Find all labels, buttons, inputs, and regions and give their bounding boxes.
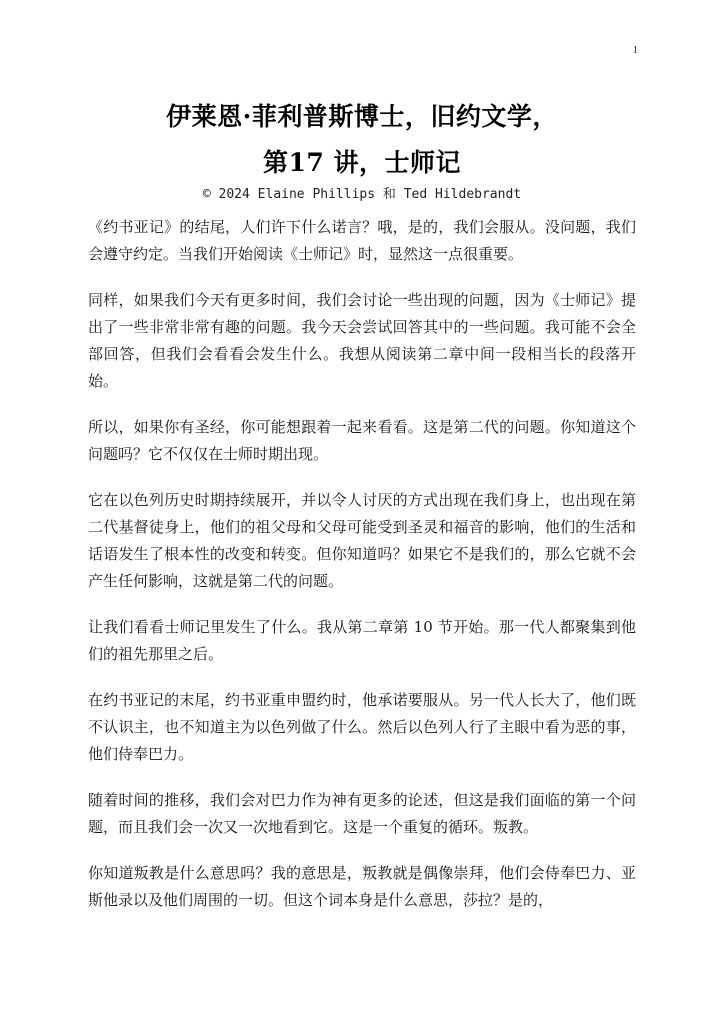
paragraph-2: 同样，如果我们今天有更多时间，我们会讨论一些出现的问题，因为《士师记》提出了一些非常非常有趣的问题。我今天会尝试回答其中的一些问题。我可能不会全部回答，但我们会看看会发生什么。我想从阅读第二章中间一段相当长的段落开始。 [88, 291, 636, 390]
document-title-line-2: 第17 讲，士师记 [263, 148, 461, 177]
copyright-notice: © 2024 Elaine Phillips 和 Ted Hildebrandt [202, 187, 522, 202]
paragraph-8: 你知道叛教是什么意思吗？我的意思是，叛教就是偶像崇拜，他们会侍奉巴力、亚斯他录以及他们周围的一切。但这个词本身是什么意思，莎拉？是的， [88, 864, 636, 909]
document-title-line-1: 伊莱恩·菲利普斯博士，旧约文学， [166, 102, 558, 131]
page-number: 1 [632, 44, 638, 56]
paragraph-1: 《约书亚记》的结尾，人们许下什么诺言？哦，是的，我们会服从。没问题，我们会遵守约定。当我们开始阅读《士师记》时，显然这一点很重要。 [88, 218, 636, 263]
paragraph-5: 让我们看看士师记里发生了什么。我从第二章第 10 节开始。那一代人都聚集到他们的祖先那里之后。 [88, 618, 636, 663]
paragraph-3: 所以，如果你有圣经，你可能想跟着一起来看看。这是第二代的问题。你知道这个问题吗？它不仅仅在士师时期出现。 [88, 418, 636, 463]
paragraph-4: 它在以色列历史时期持续展开，并以令人讨厌的方式出现在我们身上，也出现在第二代基督徒身上，他们的祖父母和父母可能受到圣灵和福音的影响，他们的生活和话语发生了根本性的改变和转变。但你知道吗？如果它不是我们的，那么它就不会产生任何影响，这就是第二代的问题。 [88, 491, 636, 590]
paragraph-7: 随着时间的推移，我们会对巴力作为神有更多的论述，但这是我们面临的第一个问题，而且我们会一次又一次地看到它。这是一个重复的循环。叛教。 [88, 791, 636, 836]
document-body [88, 214, 636, 933]
document-header [0, 94, 724, 204]
paragraph-6: 在约书亚记的末尾，约书亚重申盟约时，他承诺要服从。另一代人长大了，他们既不认识主，也不知道主为以色列做了什么。然后以色列人行了主眼中看为恶的事，他们侍奉巴力。 [88, 691, 636, 763]
